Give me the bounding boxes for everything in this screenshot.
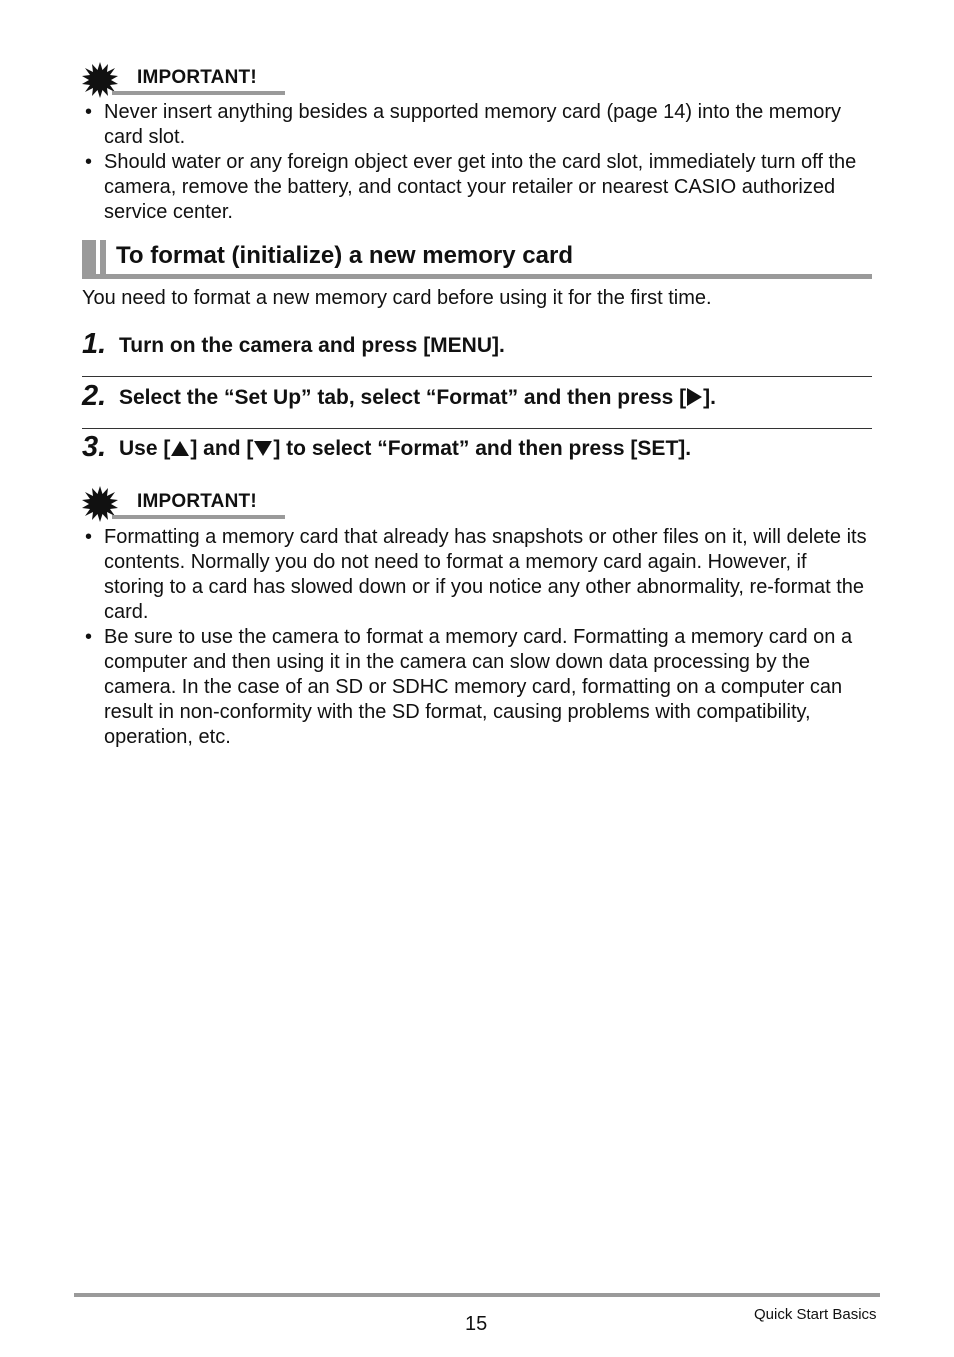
footer-rule: [74, 1293, 880, 1297]
step-text: [119, 386, 716, 410]
important-label: IMPORTANT!: [137, 67, 257, 88]
list-item: [82, 525, 872, 625]
heading-bar: [82, 240, 96, 276]
section-title: To format (initialize) a new memory card: [116, 242, 573, 269]
right-triangle-icon: [687, 388, 702, 406]
heading-underline: [82, 274, 872, 279]
step-text-part: Use [: [119, 437, 171, 460]
section-intro: You need to format a new memory card before using it for the first time.: [82, 287, 712, 309]
heading-bar-thin: [100, 240, 106, 276]
step-text-part: ] and [: [190, 437, 254, 460]
important-list-1: [82, 100, 872, 225]
footer-section-label: Quick Start Basics: [754, 1306, 877, 1323]
down-triangle-icon: [254, 441, 272, 456]
step-text-part: ] to select “Format” and then press [SET].: [273, 437, 692, 460]
important-heading: [82, 486, 286, 520]
step-text-part: ].: [703, 386, 716, 409]
step-number: 1.: [82, 328, 107, 360]
step-divider: [82, 376, 872, 377]
bullet-text: Be sure to use the camera to format a memory card. Formatting a memory card on a computer and then using it in the camera can slow down data processing by the camera. In the case of an SD or SDHC memory card, formatting on a computer can result in non-conformity with the SD format, causing problems with compatibility, operation, etc.: [104, 626, 853, 748]
list-item: [82, 100, 872, 150]
step-number: 2.: [82, 380, 107, 412]
section-heading: [82, 240, 872, 280]
step-text-part: Select the “Set Up” tab, select “Format” and then press [: [119, 386, 687, 409]
step-text: Turn on the camera and press [MENU].: [119, 334, 505, 357]
bullet-marker: •: [85, 526, 93, 548]
list-item: [82, 150, 872, 225]
step-number: 3.: [82, 431, 107, 463]
important-underline: [112, 91, 285, 95]
bullet-marker: •: [85, 626, 93, 648]
step-1: [82, 328, 872, 374]
bullet-marker: •: [85, 151, 93, 173]
important-list-2: [82, 525, 872, 750]
list-item: [82, 625, 872, 750]
step-text: [119, 437, 691, 461]
step-2: [82, 380, 872, 426]
step-3: [82, 431, 872, 477]
page-number: 15: [465, 1313, 488, 1335]
important-heading: [82, 62, 286, 96]
bullet-text: Formatting a memory card that already has snapshots or other files on it, will delete its contents. Normally you do not need to format a memory card again. However, if storing to a card has slowed down or if you notice any other abnormality, re-format the card.: [104, 526, 867, 623]
important-underline: [112, 515, 285, 519]
important-label: IMPORTANT!: [137, 491, 257, 512]
bullet-marker: •: [85, 101, 93, 123]
step-divider: [82, 428, 872, 429]
bullet-text: Never insert anything besides a supported memory card (page 14) into the memory card slot.: [104, 101, 842, 148]
bullet-text: Should water or any foreign object ever get into the card slot, immediately turn off the camera, remove the battery, and contact your retailer or nearest CASIO authorized service center.: [104, 151, 857, 223]
up-triangle-icon: [171, 441, 189, 456]
